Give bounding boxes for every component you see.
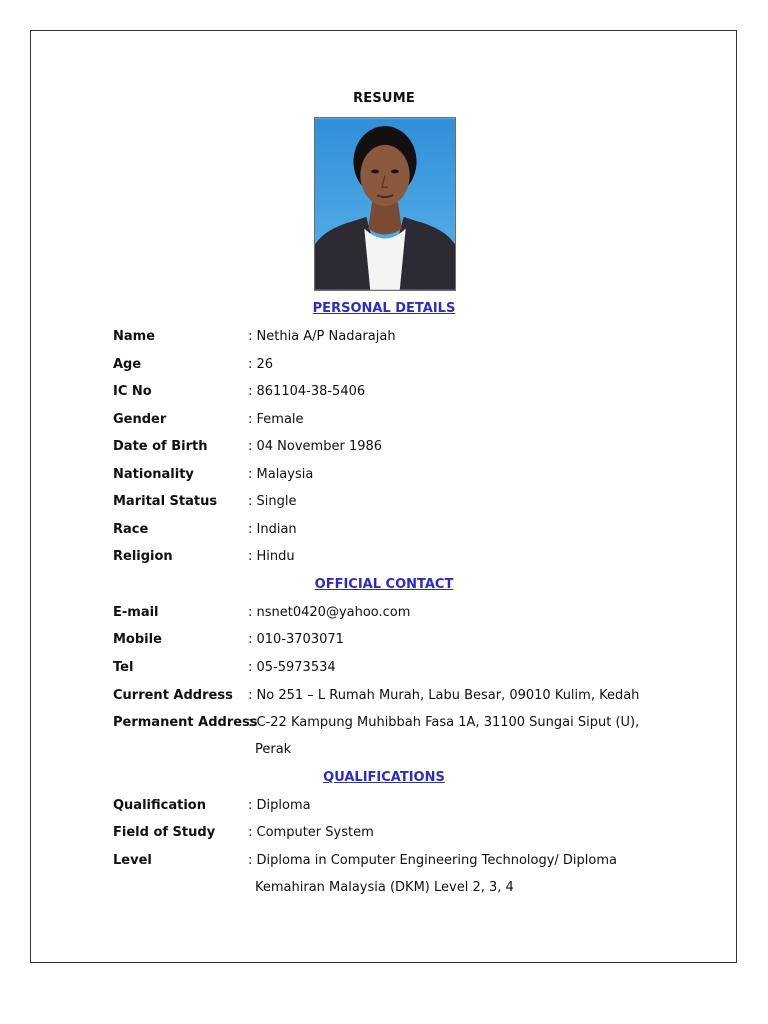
field-value: : C-22 Kampung Muhibbah Fasa 1A, 31100 Sungai Siput (U),	[248, 715, 640, 730]
qualifications-heading: QUALIFICATIONS	[323, 770, 445, 785]
field-label: Marital Status	[113, 494, 218, 509]
field-value: : Computer System	[248, 825, 374, 840]
profile-photo	[314, 117, 456, 291]
field-value: : Nethia A/P Nadarajah	[248, 329, 396, 344]
field-value: : Indian	[248, 522, 297, 537]
field-label: Race	[113, 522, 149, 537]
field-label: IC No	[113, 384, 152, 399]
field-value: : 04 November 1986	[248, 439, 383, 454]
permanent-address-continuation: Perak	[255, 742, 292, 757]
field-label: Nationality	[113, 467, 194, 482]
field-value: : 010-3703071	[248, 632, 344, 647]
field-label: Gender	[113, 412, 167, 427]
field-label: Name	[113, 329, 156, 344]
portrait-photo-icon	[315, 118, 455, 290]
field-label: Permanent Address	[113, 715, 258, 730]
field-label: E-mail	[113, 605, 159, 620]
field-label: Level	[113, 853, 152, 868]
field-label: Qualification	[113, 798, 206, 813]
field-value: : nsnet0420@yahoo.com	[248, 605, 411, 620]
field-label: Tel	[113, 660, 134, 675]
field-label: Age	[113, 357, 142, 372]
field-label: Mobile	[113, 632, 162, 647]
field-value: : Single	[248, 494, 297, 509]
field-value: : 26	[248, 357, 274, 372]
field-label: Current Address	[113, 688, 233, 703]
field-value: : Female	[248, 412, 304, 427]
personal-details-heading: PERSONAL DETAILS	[312, 301, 456, 316]
resume-title: RESUME	[353, 91, 415, 106]
field-value: : No 251 – L Rumah Murah, Labu Besar, 09010 Kulim, Kedah	[248, 688, 640, 703]
field-label: Field of Study	[113, 825, 216, 840]
field-label: Date of Birth	[113, 439, 208, 454]
field-value: : Diploma	[248, 798, 311, 813]
field-value: : 861104-38-5406	[248, 384, 366, 399]
field-value: : Hindu	[248, 549, 295, 564]
field-label: Religion	[113, 549, 173, 564]
field-value: : Diploma in Computer Engineering Technology/ Diploma	[248, 853, 617, 868]
field-value: : Malaysia	[248, 467, 314, 482]
official-contact-heading: OFFICIAL CONTACT	[314, 577, 454, 592]
level-continuation: Kemahiran Malaysia (DKM) Level 2, 3, 4	[255, 880, 514, 895]
field-value: : 05-5973534	[248, 660, 336, 675]
